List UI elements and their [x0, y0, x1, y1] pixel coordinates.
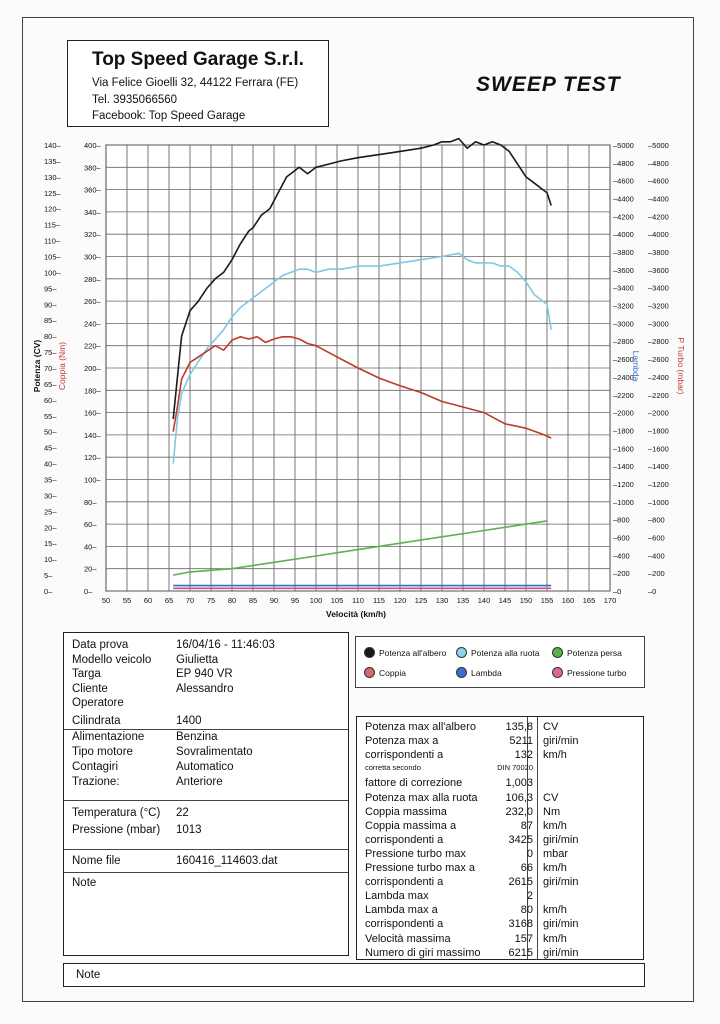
stat-unit: giri/min: [543, 946, 579, 959]
legend-item: [552, 647, 622, 658]
x-axis-label: Velocità (km/h): [326, 609, 386, 619]
torque-tick-label: 280–: [84, 274, 101, 284]
stat-label: corrispondenti a: [365, 918, 444, 931]
power-tick-label: 40–: [44, 459, 57, 469]
turbo-tick-label: –2800: [648, 337, 669, 347]
rpm-tick-label: –800: [613, 515, 630, 525]
stat-value: 132: [514, 749, 533, 762]
stat-label: Potenza max a: [365, 735, 439, 748]
power-tick-label: 70–: [44, 364, 57, 373]
turbo-tick-label: –3400: [648, 283, 669, 293]
x-tick-label: 140: [477, 596, 491, 605]
x-tick-label: 120: [393, 596, 407, 605]
info-note-label: Note: [72, 877, 97, 889]
legend-label: Potenza alla ruota: [471, 647, 540, 658]
info-label: Cliente: [72, 682, 108, 695]
info-label: Alimentazione: [72, 731, 145, 743]
torque-tick-label: 140–: [84, 430, 101, 440]
stat-row: [357, 749, 643, 763]
turbo-tick-label: –2400: [648, 372, 669, 382]
x-tick-label: 170: [603, 596, 617, 605]
power-tick-label: 135–: [44, 156, 61, 166]
rpm-tick-label: –4000: [613, 230, 634, 240]
rpm-tick-label: –2600: [613, 355, 634, 365]
stat-value: 5211: [509, 735, 533, 748]
x-tick-label: 65: [164, 596, 174, 605]
info-value: 1400: [176, 714, 202, 727]
turbo-tick-label: –200: [648, 569, 665, 579]
lambda-axis-label: Lambda: [631, 350, 641, 382]
power-tick-label: 100–: [44, 268, 61, 278]
rpm-tick-label: –4800: [613, 158, 634, 168]
rpm-tick-label: –3200: [613, 301, 634, 311]
stat-unit: km/h: [543, 932, 567, 945]
chart-legend: [355, 636, 645, 688]
stat-row: [357, 947, 643, 961]
power-tick-label: 10–: [44, 555, 57, 565]
rpm-tick-label: –5000: [613, 141, 634, 150]
torque-tick-label: 120–: [84, 453, 101, 463]
power-tick-label: 35–: [44, 475, 57, 485]
torque-tick-label: 20–: [84, 564, 97, 574]
legend-label: Coppia: [379, 667, 406, 678]
legend-label: Potenza persa: [567, 647, 622, 658]
x-tick-label: 160: [561, 596, 575, 605]
turbo-tick-label: –4000: [648, 230, 669, 240]
turbo-tick-label: –1800: [648, 426, 669, 436]
turbo-tick-label: –4400: [648, 194, 669, 204]
stat-label: Pressione turbo max: [365, 847, 466, 860]
info-divider: [64, 800, 348, 801]
stat-row: [357, 862, 643, 876]
stat-value: 1,003: [505, 777, 533, 790]
power-axis-label: Potenza (CV): [32, 339, 42, 393]
x-tick-label: 80: [227, 596, 237, 605]
power-tick-label: 60–: [44, 395, 57, 405]
power-tick-label: 0–: [44, 587, 53, 596]
power-tick-label: 125–: [44, 188, 61, 198]
stat-row: [357, 763, 643, 777]
page-title: SWEEP TEST: [476, 73, 621, 96]
stat-row: [357, 933, 643, 947]
stat-row: [357, 735, 643, 749]
x-tick-label: 85: [248, 596, 258, 605]
power-tick-label: 65–: [44, 379, 57, 389]
stat-unit: mbar: [543, 847, 569, 860]
legend-swatch: [456, 647, 467, 658]
stat-unit: giri/min: [543, 735, 579, 748]
info-label: Trazione:: [72, 776, 120, 788]
x-tick-label: 150: [519, 596, 533, 605]
turbo-tick-label: –3200: [648, 301, 669, 311]
turbo-tick-label: –800: [648, 515, 665, 525]
legend-swatch: [364, 647, 375, 658]
x-tick-label: 55: [122, 596, 132, 605]
rpm-tick-label: –2000: [613, 408, 634, 418]
power-tick-label: 120–: [44, 204, 61, 214]
torque-tick-label: 0–: [84, 587, 93, 596]
stat-label: Velocità massima: [365, 932, 451, 945]
legend-label: Lambda: [471, 667, 502, 678]
stat-label: corrispondenti a: [365, 876, 444, 889]
power-tick-label: 75–: [44, 348, 57, 358]
legend-label: Pressione turbo: [567, 667, 627, 678]
stat-label: Potenza max all'albero: [365, 721, 476, 733]
torque-axis-label: Coppia (Nm): [57, 341, 67, 391]
stat-unit: Nm: [543, 805, 561, 818]
torque-tick-label: 40–: [84, 542, 97, 552]
stat-unit: km/h: [543, 819, 567, 832]
x-tick-label: 110: [352, 596, 364, 605]
turbo-tick-label: –0: [648, 587, 657, 596]
stat-value: 87: [520, 819, 533, 832]
legend-swatch: [456, 667, 467, 678]
stat-row: [357, 904, 643, 918]
torque-tick-label: 300–: [84, 252, 101, 262]
info-value: 160416_114603.dat: [176, 855, 278, 867]
turbo-tick-label: –1600: [648, 444, 669, 454]
info-value: Automatico: [176, 761, 234, 773]
stat-label: Lambda max: [365, 890, 429, 903]
info-value: Benzina: [176, 731, 218, 743]
legend-item: [552, 667, 627, 678]
results-panel: [356, 716, 644, 960]
stat-value: 3425: [508, 833, 533, 846]
turbo-tick-label: –5000: [648, 141, 669, 150]
power-tick-label: 130–: [44, 172, 61, 182]
stat-row: [357, 721, 643, 735]
turbo-tick-label: –600: [648, 533, 665, 543]
torque-tick-label: 360–: [84, 185, 101, 195]
power-tick-label: 30–: [44, 491, 57, 501]
power-tick-label: 95–: [44, 284, 57, 294]
turbo-tick-label: –3800: [648, 248, 669, 258]
turbo-tick-label: –400: [648, 551, 665, 561]
rpm-tick-label: –1600: [613, 444, 634, 454]
stat-value: DIN 70020: [497, 763, 533, 773]
stat-unit: giri/min: [543, 876, 579, 889]
info-value: Giulietta: [176, 653, 219, 666]
info-divider: [64, 729, 348, 730]
stat-label: Pressione turbo max a: [365, 862, 476, 874]
power-tick-label: 140–: [44, 141, 61, 150]
rpm-tick-label: –3800: [613, 248, 634, 258]
info-value: Sovralimentato: [176, 746, 253, 758]
stat-unit: CV: [543, 721, 559, 733]
torque-tick-label: 160–: [84, 408, 101, 418]
torque-tick-label: 80–: [84, 497, 97, 507]
torque-tick-label: 380–: [84, 163, 101, 173]
rpm-tick-label: –0: [613, 587, 622, 596]
info-label: Operatore: [72, 697, 124, 709]
info-value: Alessandro: [176, 682, 234, 695]
stat-value: 3168: [508, 918, 533, 931]
info-label: Cilindrata: [72, 714, 121, 727]
company-address: Via Felice Gioelli 32, 44122 Ferrara (FE): [92, 77, 299, 89]
stat-unit: km/h: [543, 862, 567, 874]
rpm-tick-label: –4600: [613, 176, 634, 186]
torque-tick-label: 400–: [84, 141, 101, 150]
power-tick-label: 115–: [44, 220, 61, 230]
x-tick-label: 165: [582, 596, 596, 605]
stat-value: 6215: [508, 946, 533, 959]
rpm-tick-label: –4400: [613, 194, 634, 204]
x-tick-label: 130: [435, 596, 449, 605]
stat-value: 135,8: [505, 721, 533, 733]
stat-unit: giri/min: [543, 833, 579, 846]
power-tick-label: 80–: [44, 332, 57, 342]
stat-unit: km/h: [543, 904, 567, 917]
torque-tick-label: 260–: [84, 297, 101, 307]
torque-tick-label: 100–: [84, 475, 101, 485]
info-label: Data prova: [72, 639, 129, 651]
stat-label: corrispondenti a: [365, 833, 444, 846]
stat-unit: CV: [543, 791, 559, 804]
info-value: 22: [176, 807, 189, 819]
turbo-tick-label: –4600: [648, 176, 669, 186]
legend-item: [456, 647, 540, 658]
rpm-tick-label: –1200: [613, 479, 634, 489]
power-tick-label: 110–: [44, 236, 61, 246]
rpm-tick-label: –3400: [613, 283, 634, 293]
stat-row: [357, 890, 643, 904]
rpm-tick-label: –2800: [613, 337, 634, 347]
rpm-tick-label: –4200: [613, 212, 634, 222]
x-tick-label: 105: [330, 596, 344, 605]
power-tick-label: 20–: [44, 523, 57, 533]
power-tick-label: 85–: [44, 316, 57, 326]
rpm-tick-label: –1400: [613, 462, 634, 472]
power-tick-label: 5–: [44, 571, 53, 581]
x-tick-label: 70: [185, 596, 195, 605]
legend-item: [456, 667, 502, 678]
turbo-tick-label: –2000: [648, 408, 669, 418]
torque-tick-label: 180–: [84, 386, 101, 396]
rpm-tick-label: –2200: [613, 390, 634, 400]
turbo-tick-label: –3600: [648, 265, 669, 275]
info-label: Temperatura (°C): [72, 807, 161, 819]
x-tick-label: 95: [290, 596, 300, 605]
company-name: Top Speed Garage S.r.l.: [92, 49, 304, 70]
turbo-tick-label: –1400: [648, 462, 669, 472]
info-label: Tipo motore: [72, 746, 133, 758]
stat-label: corrispondenti a: [365, 749, 444, 762]
power-tick-label: 45–: [44, 443, 57, 453]
stat-label: Coppia massima a: [365, 819, 457, 832]
stat-value: 2615: [508, 876, 533, 889]
turbo-tick-label: –2600: [648, 355, 669, 365]
rpm-tick-label: –2400: [613, 372, 634, 382]
x-tick-label: 155: [540, 596, 554, 605]
stat-value: 106,3: [505, 791, 533, 804]
stat-value: 232,0: [505, 805, 533, 818]
power-tick-label: 50–: [44, 427, 57, 437]
x-tick-label: 100: [309, 596, 323, 605]
stat-unit: giri/min: [543, 918, 579, 931]
torque-tick-label: 340–: [84, 207, 101, 217]
bottom-note-label: Note: [76, 969, 101, 981]
x-tick-label: 75: [206, 596, 216, 605]
turbo-tick-label: –1200: [648, 479, 669, 489]
legend-swatch: [552, 647, 563, 658]
x-tick-label: 135: [456, 596, 470, 605]
info-value: 1013: [176, 824, 202, 836]
legend-swatch: [364, 667, 375, 678]
stat-row: [357, 834, 643, 848]
stat-unit: km/h: [543, 749, 567, 762]
power-tick-label: 55–: [44, 411, 57, 421]
rpm-tick-label: –600: [613, 533, 630, 543]
info-label: Nome file: [72, 855, 121, 867]
stat-value: 2: [526, 890, 533, 903]
stat-row: [357, 918, 643, 932]
x-tick-label: 50: [101, 596, 111, 605]
turbo-tick-label: –4200: [648, 212, 669, 222]
x-tick-label: 145: [498, 596, 512, 605]
torque-tick-label: 220–: [84, 341, 101, 351]
x-tick-label: 60: [143, 596, 153, 605]
rpm-tick-label: –400: [613, 551, 630, 561]
test-info-panel: [63, 632, 349, 956]
power-tick-label: 105–: [44, 252, 61, 262]
torque-tick-label: 60–: [84, 520, 97, 530]
stat-label: fattore di correzione: [365, 777, 463, 790]
power-tick-label: 90–: [44, 300, 57, 310]
info-value: EP 940 VR: [176, 668, 233, 680]
company-facebook: Facebook: Top Speed Garage: [92, 110, 246, 122]
turbo-tick-label: –1000: [648, 497, 669, 507]
stat-row: [357, 777, 643, 791]
turbo-tick-label: –3000: [648, 319, 669, 329]
rpm-tick-label: –3000: [613, 319, 634, 329]
stat-row: [357, 792, 643, 806]
torque-tick-label: 240–: [84, 319, 101, 329]
info-label: Pressione (mbar): [72, 824, 161, 836]
company-phone: Tel. 3935066560: [92, 94, 178, 106]
torque-tick-label: 320–: [84, 230, 101, 240]
info-label: Modello veicolo: [72, 653, 152, 666]
stat-value: 66: [520, 862, 533, 874]
stat-row: [357, 806, 643, 820]
info-label: Targa: [72, 668, 101, 680]
rpm-tick-label: –1000: [613, 497, 634, 507]
rpm-tick-label: –200: [613, 569, 630, 579]
torque-tick-label: 200–: [84, 364, 101, 373]
info-divider: [64, 849, 348, 850]
legend-item: [364, 667, 406, 678]
stat-label: Lambda max a: [365, 904, 438, 917]
stat-row: [357, 820, 643, 834]
stat-label: corretta secondo: [365, 763, 421, 773]
x-tick-label: 90: [269, 596, 279, 605]
stat-label: Numero di giri massimo: [365, 946, 481, 959]
x-tick-label: 125: [414, 596, 428, 605]
rpm-tick-label: –3600: [613, 265, 634, 275]
power-tick-label: 15–: [44, 539, 57, 549]
power-tick-label: 25–: [44, 507, 57, 517]
stat-value: 0: [526, 847, 533, 860]
info-value: 16/04/16 - 11:46:03: [176, 639, 275, 651]
stat-row: [357, 876, 643, 890]
stat-label: Coppia massima: [365, 805, 447, 818]
legend-swatch: [552, 667, 563, 678]
bottom-notes: [63, 963, 645, 987]
info-label: Contagiri: [72, 761, 119, 773]
turbo-tick-label: –4800: [648, 158, 669, 168]
legend-item: [364, 647, 446, 658]
rpm-tick-label: –1800: [613, 426, 634, 436]
stat-row: [357, 848, 643, 862]
legend-label: Potenza all'albero: [379, 647, 447, 658]
info-divider: [64, 872, 348, 873]
stat-value: 80: [520, 904, 533, 917]
turbo-tick-label: –2200: [648, 390, 669, 400]
stat-value: 157: [514, 932, 533, 945]
stat-label: Potenza max alla ruota: [365, 791, 478, 804]
x-tick-label: 115: [373, 596, 385, 605]
turbo-axis-label: P Turbo (mbar): [676, 337, 686, 395]
info-value: Anteriore: [176, 776, 223, 788]
